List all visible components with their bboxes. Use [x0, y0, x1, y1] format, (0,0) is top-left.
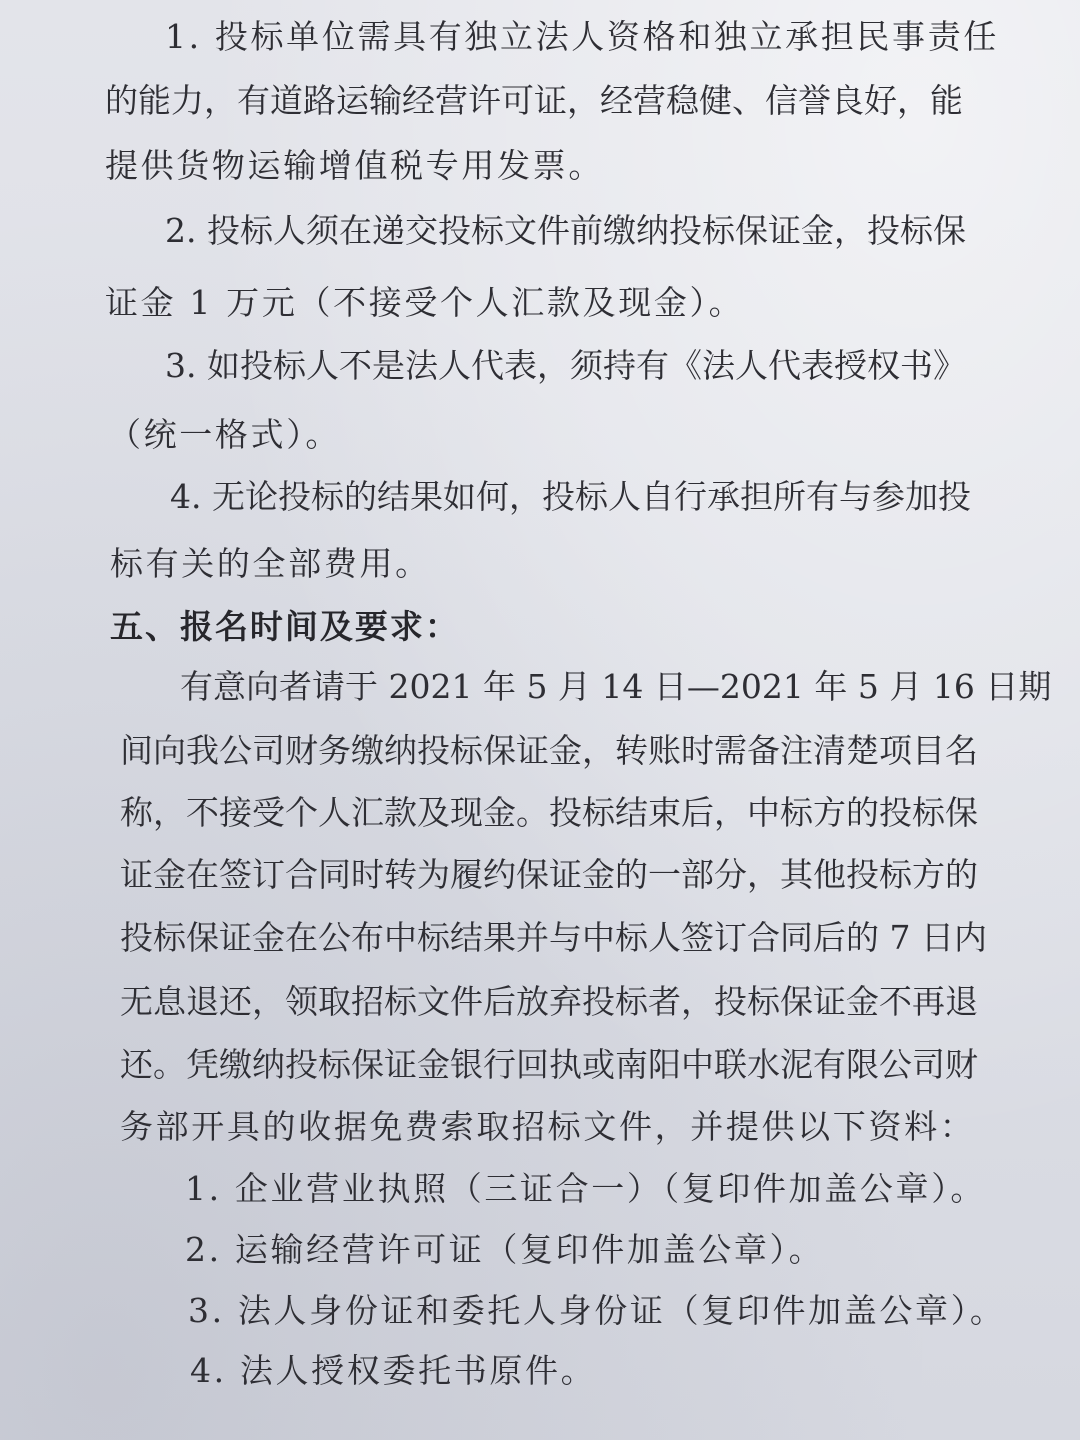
text-line: 2. 投标人须在递交投标文件前缴纳投标保证金，投标保 [165, 211, 966, 250]
text-line: （统一格式）。 [108, 415, 341, 454]
text-line: 还。凭缴纳投标保证金银行回执或南阳中联水泥有限公司财 [120, 1045, 978, 1084]
text-line: 证金 1 万元（不接受个人汇款及现金）。 [105, 283, 745, 322]
text-line: 的能力，有道路运输经营许可证，经营稳健、信誉良好，能 [105, 81, 963, 120]
text-line: 无息退还，领取招标文件后放弃投标者，投标保证金不再退 [120, 982, 978, 1021]
text-line: 有意向者请于 2021 年 5 月 14 日—2021 年 5 月 16 日期 [180, 667, 1052, 706]
list-item: 1. 企业营业执照（三证合一）（复印件加盖公章）。 [185, 1169, 986, 1208]
text-line: 称，不接受个人汇款及现金。投标结束后，中标方的投标保 [120, 793, 978, 832]
text-line: 投标保证金在公布中标结果并与中标人签订合同后的 7 日内 [120, 918, 987, 957]
list-item: 4. 法人授权委托书原件。 [190, 1351, 597, 1390]
section-heading: 五、报名时间及要求： [110, 607, 460, 646]
text-line: 标有关的全部费用。 [110, 544, 431, 583]
text-line: 间向我公司财务缴纳投标保证金，转账时需备注清楚项目名 [120, 731, 978, 770]
text-line: 证金在签订合同时转为履约保证金的一部分，其他投标方的 [120, 855, 978, 894]
list-item: 2. 运输经营许可证（复印件加盖公章）。 [185, 1230, 825, 1269]
text-line: 4. 无论投标的结果如何，投标人自行承担所有与参加投 [170, 477, 971, 516]
list-item: 3. 法人身份证和委托人身份证（复印件加盖公章）。 [188, 1291, 1006, 1330]
text-line: 1. 投标单位需具有独立法人资格和独立承担民事责任 [165, 17, 999, 56]
text-line: 提供货物运输增值税专用发票。 [105, 146, 604, 185]
text-line: 务部开具的收据免费索取招标文件，并提供以下资料： [120, 1107, 976, 1146]
text-line: 3. 如投标人不是法人代表，须持有《法人代表授权书》 [165, 346, 966, 385]
